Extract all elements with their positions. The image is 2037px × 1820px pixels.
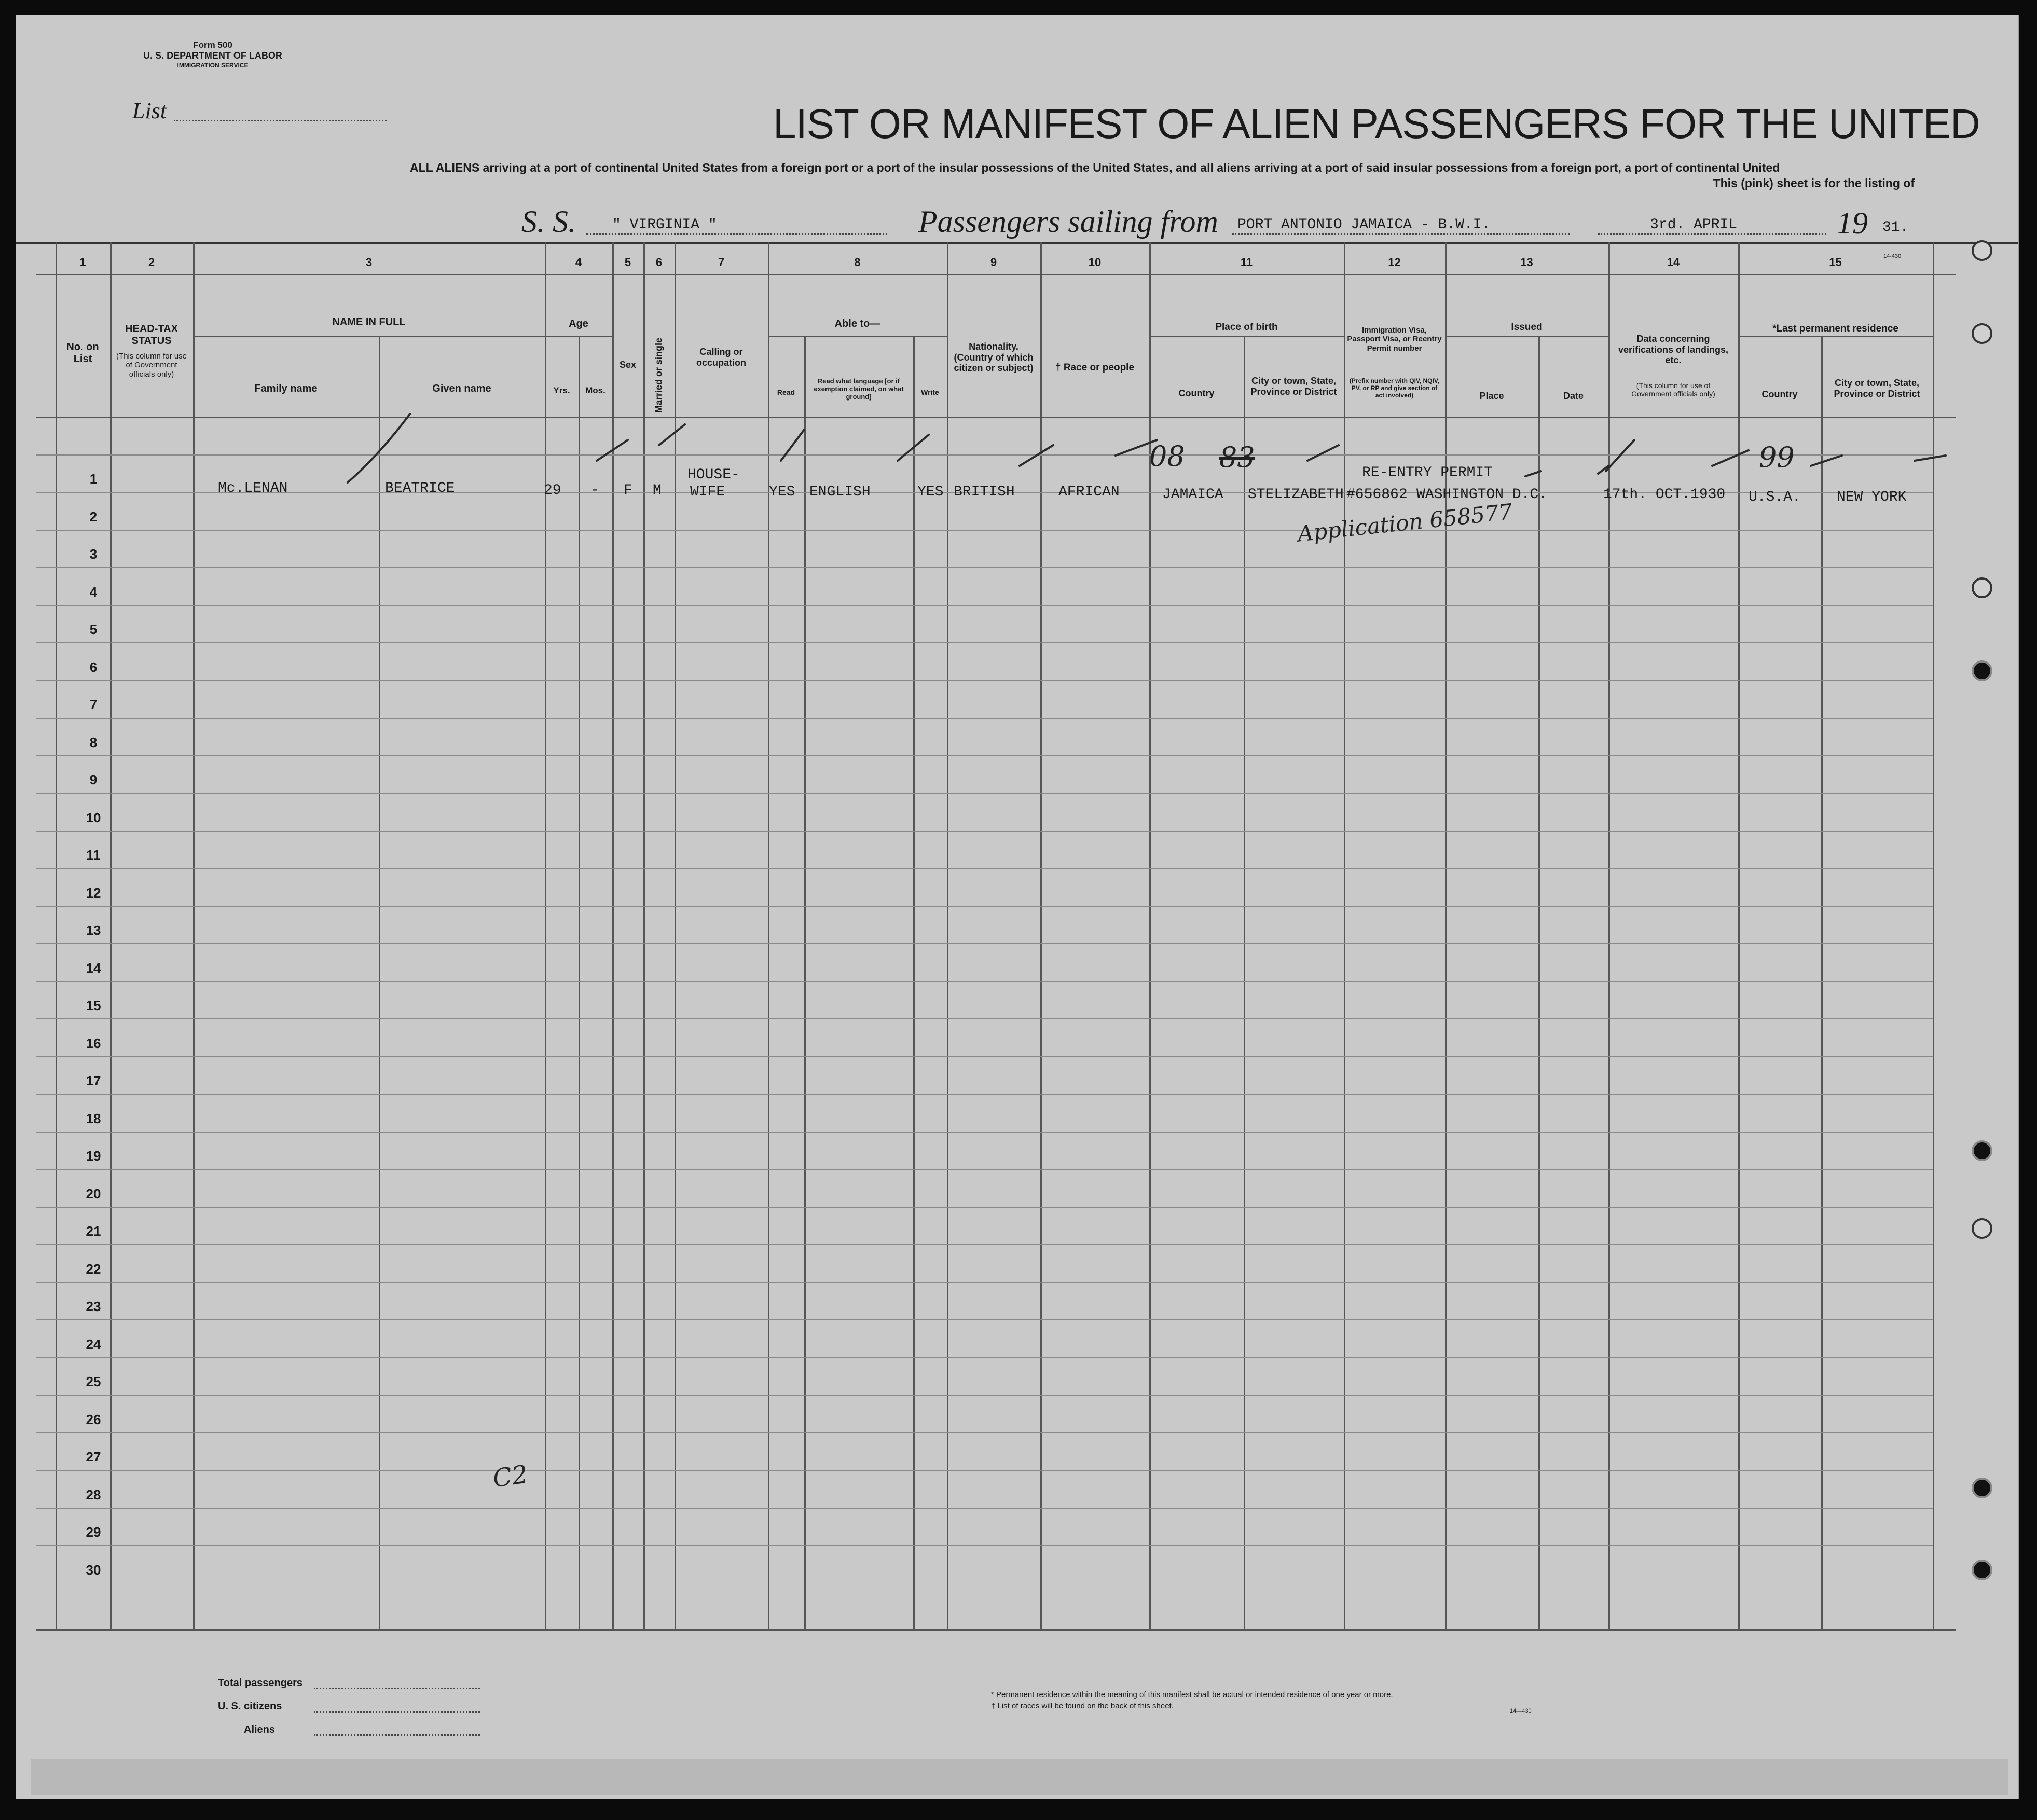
col-line <box>1933 242 1934 1631</box>
header-last-residence: *Last permanent residence <box>1772 323 1898 334</box>
row-line <box>36 1282 1933 1283</box>
service-label: IMMIGRATION SERVICE <box>177 62 249 69</box>
row-number: 29 <box>86 1524 101 1540</box>
table-bottom-border <box>36 1629 1956 1631</box>
row-line <box>36 1094 1933 1095</box>
header-issued-date: Date <box>1563 391 1584 401</box>
handwritten-note: Application 658577 <box>1296 499 1514 547</box>
header-issued: Issued <box>1511 322 1543 333</box>
row-number: 2 <box>89 508 98 525</box>
row-number: 4 <box>89 584 98 600</box>
col-number: 9 <box>990 256 997 269</box>
row-line <box>36 718 1933 719</box>
row-line <box>36 1169 1933 1170</box>
row-number: 28 <box>86 1486 101 1502</box>
col-line <box>675 242 676 1631</box>
header-data-concerning: Data concerning verifications of landings, etc. <box>1618 334 1729 366</box>
binder-hole <box>1972 1478 1992 1498</box>
row-line <box>36 530 1933 531</box>
header-res-city: City or town, State, Province or District <box>1834 378 1920 399</box>
col-line <box>1040 242 1042 1631</box>
col-number: 2 <box>148 256 155 269</box>
birth-subheader-line <box>1149 336 1344 337</box>
sheet-edge <box>31 1759 2008 1795</box>
row-number: 7 <box>89 697 98 712</box>
department-label: U. S. DEPARTMENT OF LABOR <box>143 50 282 61</box>
married-value: M <box>653 482 662 499</box>
footer-code: 14—430 <box>1510 1708 1532 1714</box>
row-line <box>36 454 1933 456</box>
row-number: 18 <box>86 1110 101 1126</box>
row-line <box>36 1018 1933 1019</box>
row-line <box>36 906 1933 907</box>
total-passengers-line <box>314 1688 480 1689</box>
col-line <box>193 242 195 1631</box>
header-res-country: Country <box>1761 389 1798 399</box>
page-title: LIST OR MANIFEST OF ALIEN PASSENGERS FOR THE UNITED <box>773 101 1980 147</box>
header-issued-place: Place <box>1479 391 1504 401</box>
row-number: 15 <box>86 998 101 1013</box>
row-line <box>36 1432 1933 1433</box>
ship-name-line <box>586 233 887 235</box>
sex-value: F <box>624 482 632 499</box>
row-line <box>36 567 1933 568</box>
row-line <box>36 793 1933 794</box>
column-number-border <box>36 274 1956 275</box>
row-number: 6 <box>89 659 98 675</box>
row-line <box>36 1132 1933 1133</box>
row-number: 10 <box>86 809 101 825</box>
row-number: 5 <box>89 622 98 637</box>
header-sex: Sex <box>619 360 637 370</box>
col-number: 4 <box>575 256 582 269</box>
row-line <box>36 943 1933 944</box>
sailing-date: 3rd. APRIL <box>1650 217 1738 233</box>
row-number: 9 <box>89 772 98 788</box>
row-number: 30 <box>86 1562 101 1578</box>
col-number: 3 <box>365 256 373 269</box>
read-value: YES <box>769 484 795 500</box>
row-number: 26 <box>86 1411 101 1427</box>
header-bottom-border <box>36 417 1956 418</box>
row-number: 12 <box>86 885 101 901</box>
row-line <box>36 1470 1933 1471</box>
form-number: Form 500 <box>193 40 232 50</box>
binder-hole <box>1972 323 1992 344</box>
row-number: 21 <box>86 1223 101 1239</box>
row-line <box>36 981 1933 982</box>
row-line <box>36 1395 1933 1396</box>
row-number: 17 <box>86 1073 101 1088</box>
able-subheader-line <box>768 336 947 337</box>
write-value: YES <box>917 484 944 500</box>
row-number: 19 <box>86 1148 101 1164</box>
age-mos-value: - <box>590 482 599 499</box>
header-write: Write <box>921 388 939 396</box>
manifest-sheet <box>16 15 2019 1799</box>
given-name-value: BEATRICE <box>385 480 455 497</box>
port-of-departure: PORT ANTONIO JAMAICA - B.W.I. <box>1237 217 1491 233</box>
col-line <box>1608 242 1610 1631</box>
occupation-value-2: WIFE <box>690 484 725 500</box>
col-line <box>1445 242 1447 1631</box>
family-name-value: Mc.LENAN <box>218 480 288 497</box>
us-citizens-label: U. S. citizens <box>218 1701 282 1712</box>
birth-city-value: STELIZABETH <box>1248 487 1344 503</box>
row-number: 11 <box>86 847 101 863</box>
row-line <box>36 1545 1933 1546</box>
col-number: 6 <box>655 256 663 269</box>
col-line <box>768 242 769 1631</box>
age-yrs-value: 29 <box>544 482 561 499</box>
ship-name: " VIRGINIA " <box>612 217 717 233</box>
row-number: 1 <box>89 471 98 487</box>
binder-hole <box>1972 577 1992 598</box>
nationality-value: BRITISH <box>954 484 1015 500</box>
row-number: 8 <box>89 734 98 750</box>
res-city-value: NEW YORK <box>1837 489 1907 505</box>
row-number: 27 <box>86 1449 101 1465</box>
handwritten-code-2: 83 <box>1219 441 1255 474</box>
row-line <box>36 831 1933 832</box>
row-line <box>36 1357 1933 1358</box>
subtitle-2: This (pink) sheet is for the listing of <box>1713 176 1915 190</box>
header-birth-country: Country <box>1178 388 1215 398</box>
birth-country-value: JAMAICA <box>1162 487 1223 503</box>
corner-code: 14-430 <box>1883 253 1902 259</box>
col-number: 8 <box>854 256 861 269</box>
header-place-of-birth: Place of birth <box>1215 322 1278 333</box>
col-number: 15 <box>1829 256 1842 269</box>
issued-date-value: 17th. OCT.1930 <box>1603 487 1726 503</box>
issued-subheader-line <box>1445 336 1608 337</box>
row-line <box>36 605 1933 606</box>
row-number: 16 <box>86 1035 101 1051</box>
binder-hole <box>1972 1140 1992 1161</box>
col-line <box>545 242 546 1631</box>
header-head-tax-note: (This column for use of Government officials only) <box>116 352 187 379</box>
name-subheader-line <box>193 336 545 337</box>
list-number-line <box>174 120 387 121</box>
binder-hole <box>1972 1218 1992 1239</box>
row-number: 23 <box>86 1299 101 1314</box>
residence-subheader-line <box>1738 336 1933 337</box>
us-citizens-line <box>314 1711 480 1713</box>
col-number: 14 <box>1667 256 1680 269</box>
header-head-tax: HEAD-TAX STATUS <box>125 323 178 347</box>
handwritten-code-1: 08 <box>1149 440 1185 473</box>
permit-value-2: #656862 <box>1346 487 1408 503</box>
row-number: 24 <box>86 1336 101 1352</box>
header-given-name: Given name <box>432 383 491 394</box>
ss-label: S. S. <box>521 204 576 239</box>
row-line <box>36 1056 1933 1057</box>
header-name-in-full: NAME IN FULL <box>332 316 406 328</box>
row-line <box>36 1244 1933 1245</box>
port-line <box>1232 233 1570 235</box>
header-visa-note: (Prefix number with QIV, NQIV, PV, or RP and give section of act involved) <box>1349 377 1440 399</box>
col-line <box>56 242 57 1631</box>
col-line <box>643 242 645 1631</box>
row-number: 13 <box>86 922 101 938</box>
binder-hole <box>1972 660 1992 681</box>
year-prefix: 19 <box>1837 206 1868 240</box>
header-birth-city: City or town, State, Province or District <box>1250 376 1337 397</box>
footnote-races: † List of races will be found on the back of this sheet. <box>991 1702 1174 1711</box>
header-nationality: Nationality. (Country of which citizen or subject) <box>954 341 1034 374</box>
col-line <box>1738 242 1740 1631</box>
binder-hole <box>1972 240 1992 261</box>
row-number: 22 <box>86 1261 101 1277</box>
col-number: 7 <box>718 256 725 269</box>
footnote-residence: * Permanent residence within the meaning of this manifest shall be actual or intended residence of one year or more. <box>991 1690 1393 1699</box>
total-passengers-label: Total passengers <box>218 1677 303 1689</box>
col-number: 12 <box>1388 256 1401 269</box>
col-number: 11 <box>1240 256 1253 269</box>
header-no-on-list: No. on List <box>66 341 99 365</box>
check-marks <box>16 15 2018 1799</box>
table-top-border <box>16 242 2018 244</box>
year-suffix: 31. <box>1882 219 1909 236</box>
col-line <box>612 242 614 1631</box>
row-number: 14 <box>86 960 101 976</box>
aliens-line <box>314 1734 480 1736</box>
row-line <box>36 868 1933 869</box>
permit-value-1: RE-ENTRY PERMIT <box>1362 465 1493 481</box>
header-read-language: Read what language [or if exemption claimed, on what ground] <box>814 377 904 401</box>
row-number: 20 <box>86 1185 101 1202</box>
language-value: ENGLISH <box>809 484 871 500</box>
row-number: 25 <box>86 1374 101 1389</box>
row-line <box>36 1508 1933 1509</box>
handwritten-mark: C2 <box>491 1459 530 1494</box>
header-married: Married or single <box>653 337 664 413</box>
row-line <box>36 1319 1933 1320</box>
col-number: 1 <box>79 256 86 269</box>
race-value: AFRICAN <box>1058 484 1120 500</box>
header-visa: Immigration Visa, Passport Visa, or Reentry Permit number <box>1347 326 1442 353</box>
row-number: 3 <box>89 546 98 562</box>
list-label: List <box>132 98 167 123</box>
binder-hole <box>1972 1560 1992 1580</box>
row-line <box>36 1207 1933 1208</box>
row-line <box>36 680 1933 681</box>
aliens-label: Aliens <box>244 1724 276 1735</box>
header-able-to: Able to— <box>834 318 880 329</box>
header-yrs: Yrs. <box>553 385 570 395</box>
header-family-name: Family name <box>254 383 318 394</box>
handwritten-code-3: 99 <box>1759 441 1795 474</box>
header-calling: Calling or occupation <box>696 347 746 368</box>
sailing-label: Passengers sailing from <box>918 204 1218 239</box>
header-mos: Mos. <box>585 385 605 395</box>
occupation-value-1: HOUSE- <box>687 467 740 483</box>
row-line <box>36 755 1933 756</box>
col-line <box>1344 242 1345 1631</box>
res-country-value: U.S.A. <box>1749 489 1801 505</box>
col-line <box>947 242 948 1631</box>
header-race: † Race or people <box>1055 362 1135 373</box>
col-number: 10 <box>1088 256 1102 269</box>
age-subheader-line <box>545 336 612 337</box>
header-read: Read <box>777 388 795 396</box>
row-line <box>36 642 1933 643</box>
issued-place-value: WASHINGTON D.C. <box>1416 487 1548 503</box>
date-line <box>1598 233 1826 235</box>
header-age: Age <box>569 318 588 329</box>
col-number: 13 <box>1520 256 1533 269</box>
col-number: 5 <box>624 256 631 269</box>
subtitle: ALL ALIENS arriving at a port of continental United States from a foreign port or a port of the insular possessions of the United States, and all aliens arriving at a port of said insular possessions from a foreign port, a port of continental United <box>410 161 1780 174</box>
header-data-note: (This column for use of Government officials only) <box>1631 381 1715 398</box>
